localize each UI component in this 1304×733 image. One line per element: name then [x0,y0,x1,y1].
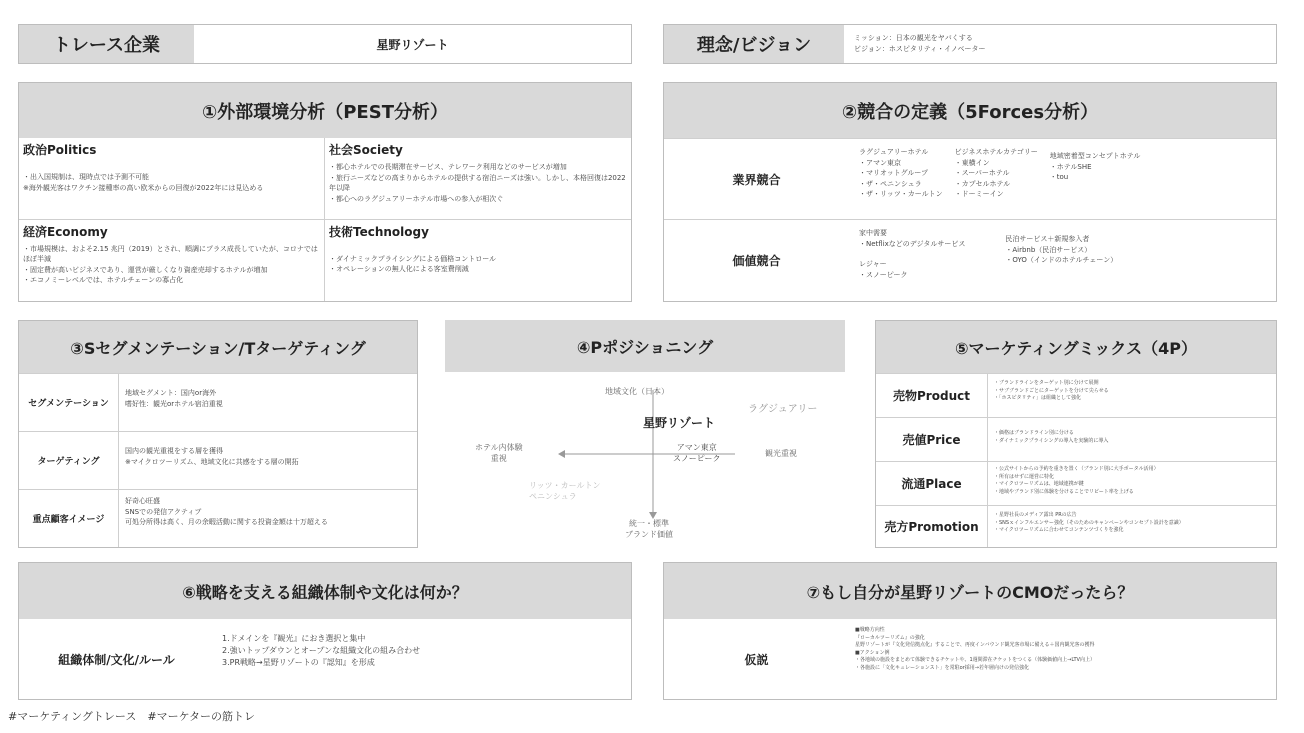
value-col1-item: 家中需要 [859,229,887,237]
industry-col2-item: ・ドーミーイン [954,190,1004,198]
technology-line-2: ・オペレーションの無人化による客室費削減 [329,265,469,273]
cmo-lines [849,619,1276,699]
mix-row-line: ・ブランドラインをターゲット別に分けて展開 [994,380,1099,386]
pest-title: ①外部環境分析（PEST分析） [19,83,631,138]
stp-row [19,373,417,431]
economy-title: 経済Economy [23,224,108,239]
mix-row-line: ・マイクロツーリズムは、地域連携が鍵 [994,481,1084,487]
pest-technology [325,220,631,302]
mix-section [875,320,1277,548]
industry-col2-item: ビジネスホテルカテゴリー [954,148,1038,156]
stp-row-line: 嗜好性：観光orホテル宿泊重視 [125,399,223,408]
trace-company: 星野リゾート [376,37,449,52]
cmo-line: ■戦略方向性 [855,627,885,633]
industry-col1-item: ・ザ・ペニンシュラ [859,179,922,188]
industry-col3-item: ・ホテルSHE [1049,162,1092,171]
mix-row-line: ・星野社長のメディア露出 PRの広告 [994,512,1077,518]
industry-label: 業界競合 [732,172,781,187]
competitor-aman: アマン東京 スノーピーク [673,443,721,463]
stp-row-label: ターゲティング [19,432,119,489]
competitor-ritz: リッツ・カールトン ペニンシュラ [529,481,601,501]
industry-col1-item: ・ザ・リッツ・カールトン [859,190,943,198]
stp-row [19,431,417,489]
stp-title: ③Sセグメンテーション/Tターゲティング [19,321,417,373]
mix-row [876,417,1276,461]
mission-text: ミッション：日本の観光をヤバくする [854,34,973,42]
cmo-line: 星野リゾートが『文化発信拠点化』することで、再度インバウンド観光客市場に備える＋国内観光客の獲得 [855,642,1095,648]
value-col2-item: ・OYO（インドのホテルチェーン） [1005,256,1118,264]
value-col-1 [859,228,965,293]
cmo-line: ■アクション例 [855,649,890,656]
cmo-line: ・各地域の施設をまとめて体験できるチケットや、1週間滞在チケットをつくる（体験価値向上→LTV向上） [855,657,1095,663]
society-title: 社会Society [329,143,403,157]
stp-row-line: 可処分所得は高く、月の余暇活動に関する投資金額は十万超える [125,518,328,526]
politics-line-2: ※海外観光客はワクチン接種率の高い欧米からの回復が2022年には見込める [23,183,264,192]
stp-row-label: 重点顧客イメージ [19,490,119,547]
mix-row-line: ・マイクロツーリズムに合わせてコンテンツづくりを強化 [994,527,1124,533]
stp-section [18,320,418,548]
mix-title: ⑤マーケティングミックス（4P） [876,321,1276,373]
value-col1-item: レジャー [859,260,887,268]
org-label: 組織体制/文化/ルール [58,652,175,667]
value-col2-item: 民泊サービス＋新規参入者 [1005,235,1090,243]
org-line: 3.PR戦略→星野リゾートの『認知』を形成 [222,658,375,667]
mix-row-line: ・所有はせずに運営に特化 [994,473,1055,480]
industry-col1-item: ラグジュアリーホテル [859,148,929,156]
mix-row-line: ・地域やブランド別に体験を分けることでリピート率を上げる [994,488,1134,495]
cmo-section [663,562,1277,700]
industry-col3-item: 地域密着型コンセプトホテル [1049,152,1141,160]
politics-line-1: ・出入国規制は、現時点では予測不可能 [23,173,149,181]
technology-title: 技術Technology [329,224,429,239]
stp-row-line: SNSでの発信アクティブ [125,507,202,516]
org-title: ⑥戦略を支える組織体制や文化は何か？ [19,563,631,619]
forces-title: ②競合の定義（5Forces分析） [664,83,1276,138]
stp-row [19,489,417,547]
pest-politics [19,138,325,220]
industry-col2-item: ・東横イン [954,158,990,167]
vision-text [844,25,1276,63]
politics-title: 政治Politics [23,143,97,157]
mix-row-line: ・サブブランドごとにターゲットを分けて尖らせる [994,387,1109,394]
stp-row-line: 国内の観光重視をする層を獲得 [125,447,223,455]
cmo-line: ・各施設に「文化キュレーションスト」を常駐or採用→若年層向けの発信強化 [855,664,1029,671]
org-line: 1.ドメインを『観光』におき選択と集中 [222,634,366,643]
mix-row [876,461,1276,505]
mix-row-label: 売方Promotion [876,506,988,547]
industry-col2-item: ・スーパーホテル [954,169,1010,177]
org-lines [214,619,631,699]
mix-row-label: 売物Product [876,374,988,417]
vision-box [663,24,1277,64]
positioning-title: ④Pポジショニング [445,320,845,372]
mix-row-line: ・SNSｘインフルエンサー強化（そのためのキャンペーンやコンセプト設計を意識） [994,519,1184,526]
hoshino-label: 星野リゾート [643,416,716,430]
org-section [18,562,632,700]
axis-left-label: ホテル内体験 重視 [475,443,523,463]
luxury-label: ラグジュアリー [748,404,818,415]
cmo-line: 『ローカルツーリズム』の強化 [855,634,925,641]
mix-row-line: ・価格はブランドライン別に分ける [994,430,1074,436]
industry-col-2 [955,147,1038,211]
industry-col2-item: ・カプセルホテル [954,179,1011,188]
org-line: 2.強いトップダウンとオープンな組織文化の組み合わせ [222,646,421,655]
value-col1-item [859,249,965,259]
economy-line-1: ・市場規模は、およそ2.15 兆円（2019）とされ、順調にプラス成長していたが、コロナではほぼ半減 [23,244,318,263]
stp-row-label: セグメンテーション [19,374,119,431]
trace-box [18,24,632,64]
axis-right-label: 観光重視 [765,449,797,458]
economy-line-2: ・固定費が高いビジネスであり、運営が厳しくなり資産売却するホテルが増加 [23,265,268,274]
industry-col-1 [859,147,943,211]
stp-row-line: 好奇心旺盛 [125,497,160,505]
mix-row [876,505,1276,547]
vision-statement: ビジョン：ホスピタリティ・イノベーター [854,44,986,53]
pest-section [18,82,632,302]
society-line-2: ・旅行ニーズなどの高まりからホテルの提供する宿泊ニーズは強い。しかし、本格回復は2022年以降 [329,173,626,192]
stp-row-line: 地域セグメント：国内or海外 [125,389,217,397]
positioning-section [445,320,845,548]
mix-row-line: ・「ホスピタリティ」は組織として強化 [994,395,1082,401]
industry-col-3 [1050,147,1141,211]
forces-section [663,82,1277,302]
footer-hashtags: #マーケティングトレース #マーケターの筋トレ [8,710,256,723]
value-label: 価値競合 [732,254,781,268]
society-line-3: ・都心へのラグジュアリーホテル市場への参入が相次ぐ [329,194,504,203]
cmo-label: 仮説 [744,652,769,667]
value-col-2 [1005,228,1117,293]
mix-row-label: 流通Place [876,462,988,505]
economy-line-3: ・エコノミーレベルでは、ホテルチェーンの寡占化 [23,276,184,284]
value-col1-item: ・Netflixなどのデジタルサービス [859,239,966,248]
axis-bottom-label: 統一・標準 ブランド価値 [625,519,673,539]
mix-row-line: ・公式サイトからの予約を重きを置く（ブランド別に大手ポータル活用） [994,466,1159,472]
cmo-title: ⑦もし自分が星野リゾートのCMOだったら？ [664,563,1276,619]
stp-row-line: ※マイクロツーリズム、地域文化に共感をする層の開拓 [125,457,299,466]
pest-economy [19,220,325,302]
value-col2-item: ・Airbnb（民泊サービス） [1005,245,1092,254]
industry-col1-item: ・アマン東京 [859,158,901,167]
society-line-1: ・都心ホテルでの長期滞在サービス、テレワーク利用などのサービスが増加 [329,163,567,171]
value-col1-item: ・スノーピーク [859,270,908,279]
vision-label: 理念/ビジョン [664,25,844,63]
trace-label: トレース企業 [19,25,194,63]
forces-industry-row [664,138,1276,219]
mix-row [876,373,1276,417]
technology-line-1: ・ダイナミックプライシングによる価格コントロール [329,254,497,263]
pest-society [325,138,631,220]
mix-row-line: ・ダイナミックプライシングの導入を実験的に導入 [994,437,1109,444]
industry-col1-item: ・マリオットグループ [859,169,929,177]
mix-row-label: 売値Price [876,418,988,461]
industry-col3-item: ・tou [1049,173,1069,181]
forces-value-row [664,219,1276,301]
axis-top-label: 地域文化（日本） [605,387,669,396]
